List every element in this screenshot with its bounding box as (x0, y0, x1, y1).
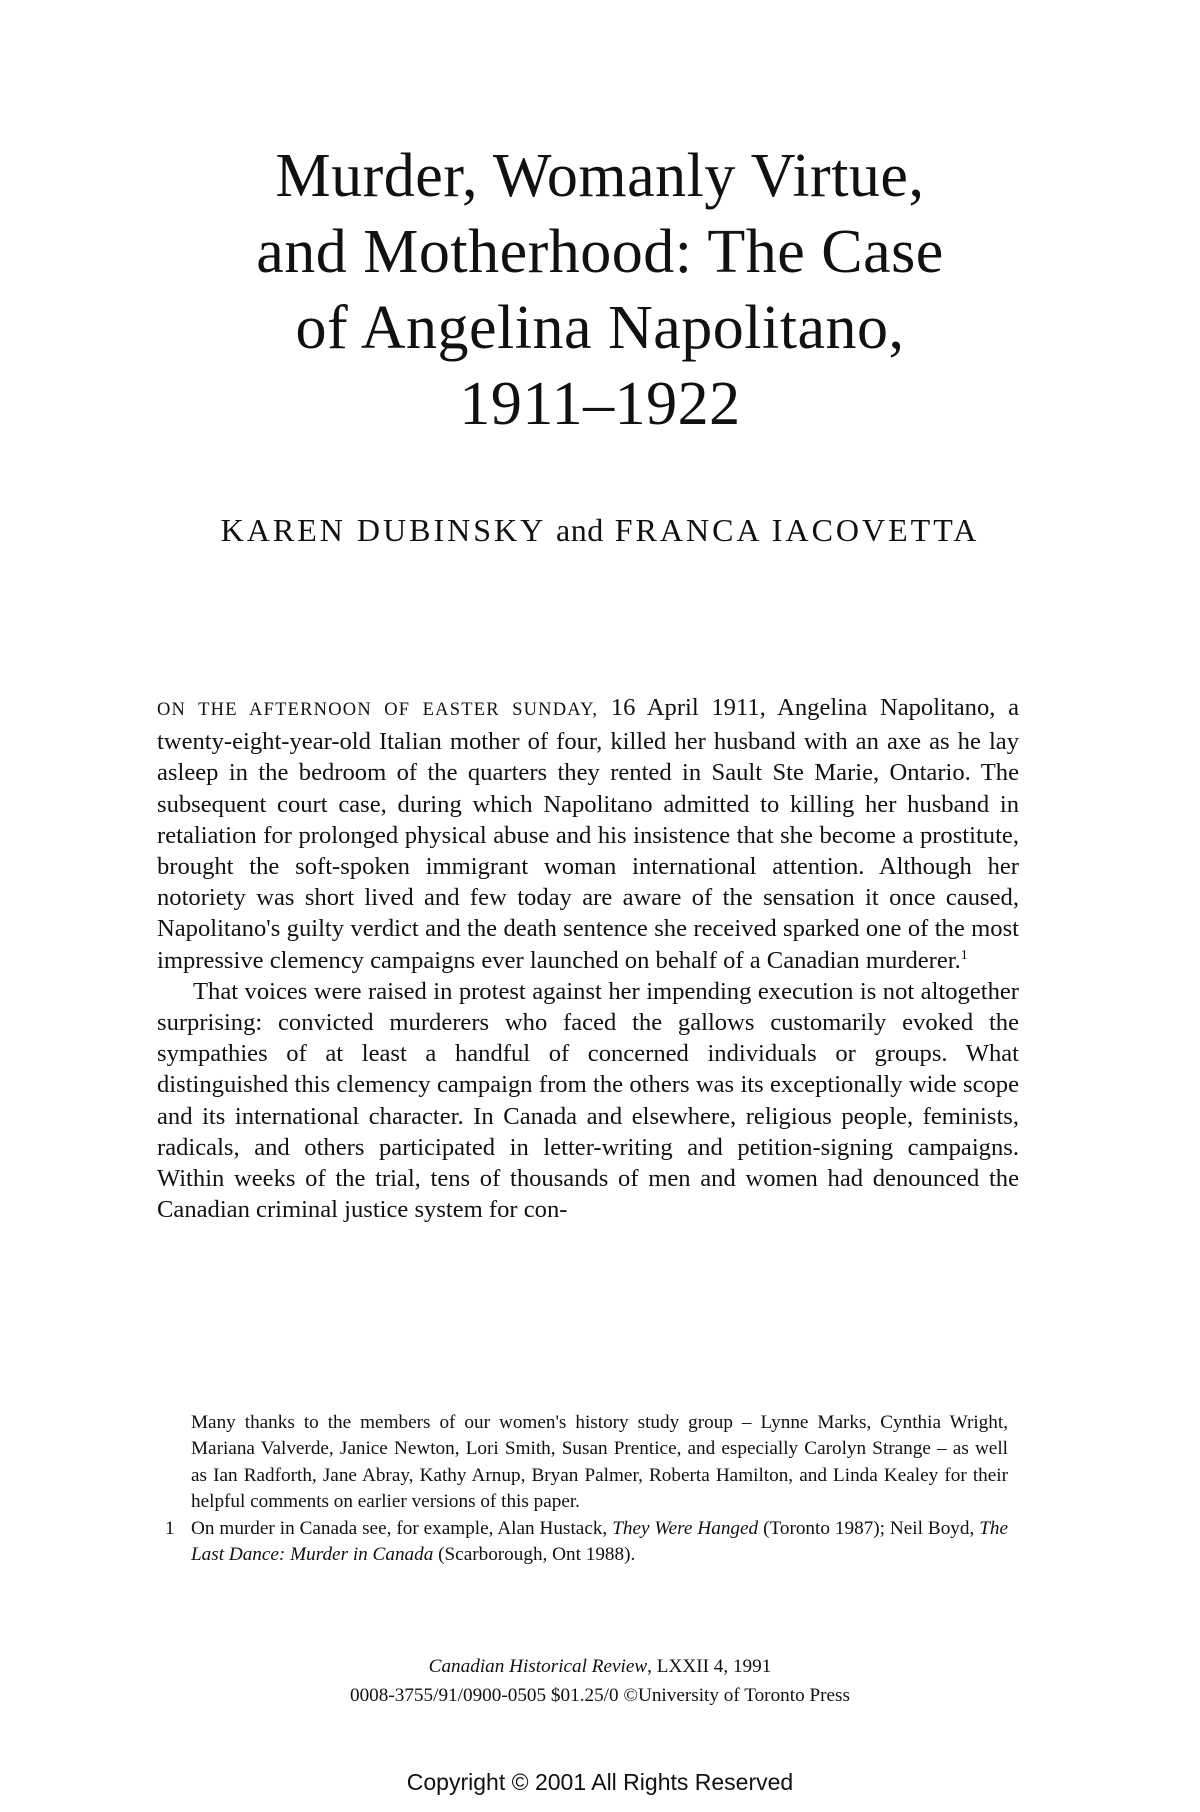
title-line-1: Murder, Womanly Virtue, (275, 142, 925, 210)
article-authors (0, 512, 1200, 549)
author-name: FRANCA IACOVETTA (614, 512, 980, 548)
cited-title: The Last Dance: Murder in Canada (191, 1517, 1009, 1566)
author-conjunction: and (556, 512, 604, 548)
paragraph-text: 16 April 1911, Angelina Napolitano, a twenty-eight-year-old Italian mother of four, killed her husband with an axe as he lay asleep in the bedroom of the quarters they rented in Sault Ste Marie, Ontario. The subsequent court case, during which Napolitano admitted to killing her husband in retaliation for prolonged physical abuse and his insistence that she become a prostitute, brought the soft-spoken immigrant woman international attention. Although her notoriety was short lived and few today are aware of the sensation it once caused, Napolitano's guilty verdict and the death sentence she received sparked one of the most impressive clemency campaigns ever launched on behalf of a Canadian murderer. (157, 694, 1019, 974)
footnote-number: 1 (165, 1517, 175, 1539)
article-body (157, 692, 1019, 1225)
title-line-4: 1911–1922 (459, 370, 741, 438)
footnote-1 (165, 1516, 1009, 1569)
footnote-reference: 1 (960, 947, 968, 963)
journal-name: Canadian Historical Review (428, 1656, 648, 1677)
title-line-2: and Motherhood: The Case (256, 218, 944, 286)
journal-volume: , LXXII 4, 1991 (647, 1656, 772, 1677)
journal-citation (0, 1652, 1200, 1710)
acknowledgement-note: Many thanks to the members of our women's history study group – Lynne Marks, Cynthia Wright, Mariana Valverde, Janice Newton, Lori Smith, Susan Prentice, and especially Carolyn Strange – as well as Ian Radforth, Jane Abray, Kathy Arnup, Bryan Palmer, Roberta Hamilton, and Linda Kealey for their helpful comments on earlier versions of this paper. (191, 1412, 1008, 1513)
cited-title: They Were Hanged (612, 1517, 759, 1539)
footnote-text: (Toronto 1987); Neil Boyd, (758, 1517, 980, 1539)
body-paragraph (157, 692, 1019, 976)
copyright-notice: Copyright © 2001 All Rights Reserved (406, 1769, 794, 1795)
footnotes (165, 1410, 1009, 1568)
citation-line (0, 1652, 1200, 1681)
body-paragraph: That voices were raised in protest against her impending execution is not altogether surprising: convicted murderers who faced the gallows customarily evoked the sympathies of at least a handful of concerned individuals or groups. What distinguished this clemency campaign from the others was its exceptionally wide scope and its international character. In Canada and elsewhere, religious people, feminists, radicals, and others participated in letter-writing and petition-signing campaigns. Within weeks of the trial, tens of thousands of men and women had denounced the Canadian criminal justice system for con- (157, 977, 1019, 1224)
author-name: KAREN DUBINSKY (220, 512, 546, 548)
footnote-text: (Scarborough, Ont 1988). (433, 1544, 636, 1566)
citation-code: 0008-3755/91/0900-0505 $01.25/0 ©University of Toronto Press (349, 1685, 850, 1706)
opening-smallcaps: ON THE AFTERNOON OF EASTER SUNDAY, (157, 700, 599, 720)
article-title (0, 138, 1200, 442)
title-line-3: of Angelina Napolitano, (295, 294, 905, 362)
footnote-text: On murder in Canada see, for example, Alan Hustack, (191, 1517, 613, 1539)
